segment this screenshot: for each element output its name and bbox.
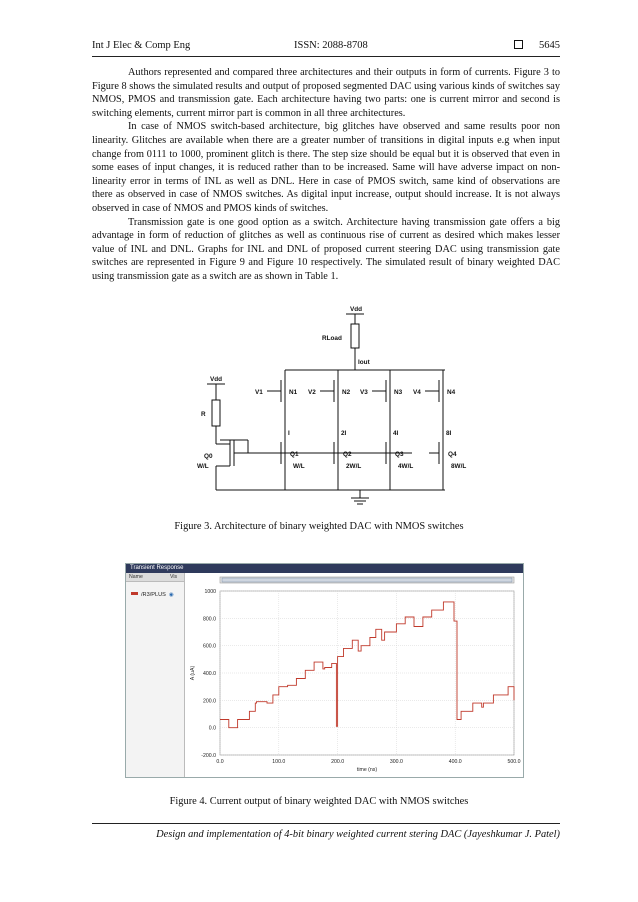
current-output-plot: [184, 573, 523, 777]
checkbox-icon: [514, 40, 523, 49]
y-tick-label: -200.0: [201, 753, 216, 759]
mirror-4-q-label: Q4: [448, 451, 457, 458]
mirror-2-q-label: Q2: [343, 451, 352, 458]
x-tick-label: 0.0: [216, 759, 224, 765]
switch-4-v-label: V4: [413, 389, 421, 396]
y-tick-label: 1000: [204, 589, 216, 595]
branch-2-current-label: 2I: [341, 430, 347, 437]
vdd-top-label: Vdd: [350, 306, 363, 313]
mirror-3-size-label: 4W/L: [398, 463, 414, 470]
branch-4-current-label: 8I: [446, 430, 452, 437]
journal-name: Int J Elec & Comp Eng: [92, 40, 191, 51]
paragraph-2: In case of NMOS switch-based architecture, big glitches have observed and same results poor non linearity. Glitches are available when there are a greater number of transitions in digital inputs e.g when input change from 0111 to 1000, prominent glitch is there. The step size should be equal but it is observed that even in some eases of input changes, it is reduced rather than to be increased. Same will have adverse impact on non-linearity error in terms of INL as well as DNL. Here in case of PMOS switch, same kind of observations are there as observed in case of NMOS switches. As digital input increase, output should increase. It is not always observed in case of NMOS and PMOS kinds of switches.: [92, 121, 560, 214]
switch-3-n-label: N3: [394, 389, 403, 396]
switch-1-n-label: N1: [289, 389, 298, 396]
mirror-3-q-label: Q3: [395, 451, 404, 458]
signal-list-pane: [126, 573, 185, 777]
circuit-diagram: [190, 302, 470, 512]
signal-item[interactable]: [131, 592, 184, 598]
page-number: 5645: [539, 40, 560, 51]
x-tick-label: 200.0: [331, 759, 345, 765]
switch-2-n-label: N2: [342, 389, 351, 396]
transient-response-window: [125, 563, 524, 778]
q0-size-label: W/L: [197, 463, 209, 470]
vdd-left-label: Vdd: [210, 376, 223, 383]
issn: ISSN: 2088-8708: [294, 40, 368, 51]
y-axis-label: A (uA): [190, 665, 196, 681]
rload-label: RLoad: [322, 335, 342, 342]
iout-label: Iout: [358, 359, 370, 366]
running-footer: Design and implementation of 4-bit binary weighted current stering DAC (Jayeshkumar J. Patel): [92, 823, 560, 840]
vis-column-header: Vis: [170, 574, 178, 580]
paragraph-1: Authors represented and compared three architectures and their outputs in form of currents. Figure 3 to Figure 8 shows the simulated results and output of proposed segmented DAC using various kinds of switches say NMOS, PMOS and transmission gate. Each architecture having two parts: one is current mirror and second is switching elements, current mirror part is common in all three architectures.: [92, 67, 560, 119]
y-tick-label: 400.0: [203, 671, 216, 677]
scrollbar-thumb[interactable]: [222, 578, 512, 582]
x-tick-label: 400.0: [448, 759, 462, 765]
figure-3-caption: Figure 3. Architecture of binary weighted DAC with NMOS switches: [174, 521, 464, 532]
series-color-swatch: [131, 592, 138, 595]
window-title: Transient Response: [126, 564, 523, 573]
mirror-2-size-label: 2W/L: [346, 463, 362, 470]
r-label: R: [201, 411, 206, 418]
x-tick-label: 500.0: [507, 759, 521, 765]
branch-3-current-label: 4I: [393, 430, 399, 437]
switch-3-v-label: V3: [360, 389, 368, 396]
visibility-eye-icon[interactable]: ◉: [168, 592, 174, 598]
branch-1-current-label: I: [288, 430, 290, 437]
q0-label: Q0: [204, 453, 213, 460]
y-tick-label: 600.0: [203, 643, 216, 650]
mirror-1-q-label: Q1: [290, 451, 299, 458]
y-tick-label: 0.0: [208, 725, 216, 732]
x-axis-label: time (ns): [356, 767, 378, 773]
x-tick-label: 100.0: [272, 759, 286, 765]
mirror-4-size-label: 8W/L: [451, 463, 467, 470]
switch-2-v-label: V2: [308, 389, 316, 396]
body-text: [92, 66, 560, 284]
signal-name: /R3/PLUS: [141, 592, 166, 598]
mirror-1-size-label: W/L: [293, 463, 305, 470]
switch-1-v-label: V1: [255, 389, 263, 396]
y-tick-label: 800.0: [203, 616, 216, 623]
y-tick-label: 200.0: [203, 698, 216, 705]
r-resistor: [212, 400, 220, 426]
name-column-header: Name: [129, 574, 143, 580]
switch-4-n-label: N4: [447, 389, 456, 396]
paragraph-3: Transmission gate is one good option as a switch. Architecture having transmission gate offers a big advantage in form of reduction of glitches as well as continuous rise of current as desired which makes lesser value of INL and DNL. Graphs for INL and DNL of proposed current steering DAC using transmission gate switches are represented in Figure 9 and Figure 10 respectively. The simulated result of binary weighted DAC using transmission gate as a switch are as shown in Table 1.: [92, 216, 560, 282]
rload-resistor: [351, 324, 359, 348]
running-header: [92, 40, 560, 57]
x-tick-label: 300.0: [389, 759, 403, 765]
figure-4-caption: Figure 4. Current output of binary weighted DAC with NMOS switches: [169, 796, 469, 807]
